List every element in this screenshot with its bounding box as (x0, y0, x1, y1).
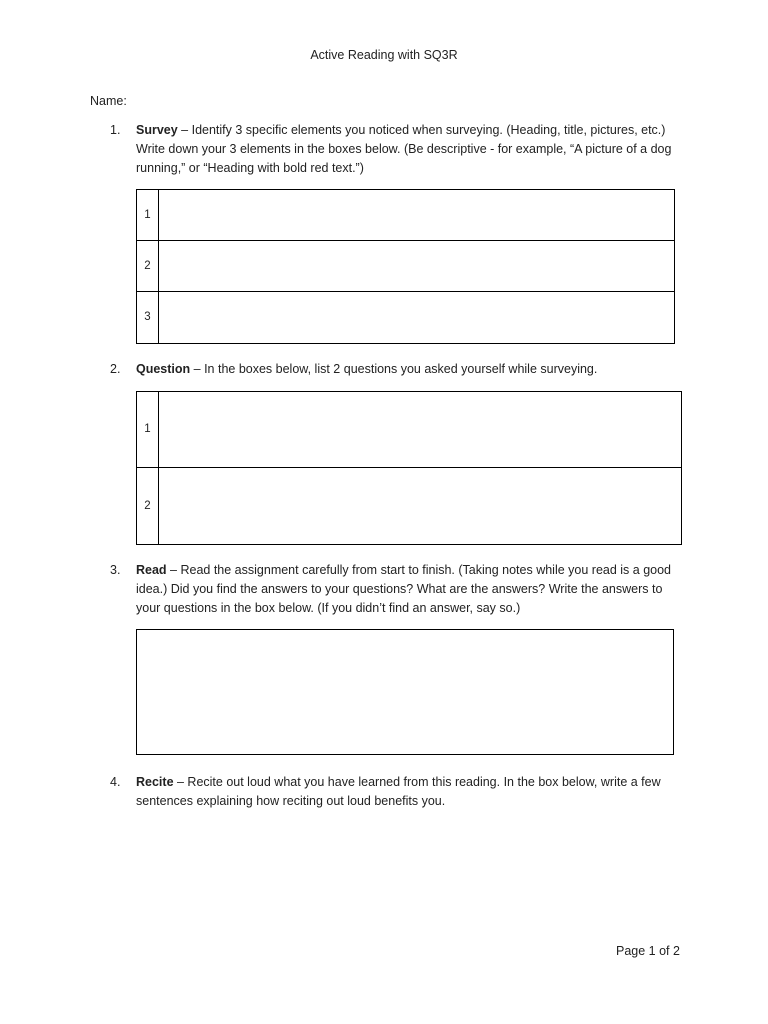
item-body: – Read the assignment carefully from start to finish. (Taking notes while you read is a good idea.) Did you find the answers to your questions? What are the answers? Write the answers to your questions in the box below. (If you didn’t find an answer, say so.) (136, 563, 672, 615)
document-title: Active Reading with SQ3R (310, 48, 458, 62)
survey-answer-2[interactable] (159, 241, 675, 292)
item-heading: Question (136, 362, 191, 376)
item-body: – Recite out loud what you have learned from this reading. In the box below, write a few sentences explaining how reciting out loud benefits you. (136, 775, 661, 808)
name-label: Name: (90, 94, 127, 108)
item-text (136, 561, 680, 618)
item-heading: Survey (136, 123, 178, 137)
survey-answer-table (136, 189, 675, 344)
page-number: Page 1 of 2 (616, 944, 680, 958)
item-text (136, 773, 680, 811)
survey-answer-1[interactable] (159, 190, 675, 241)
item-heading: Recite (136, 775, 174, 789)
question-answer-table (136, 391, 682, 545)
row-index: 3 (137, 292, 159, 344)
item-body: – In the boxes below, list 2 questions you asked yourself while surveying. (190, 362, 598, 376)
item-number: 3. (110, 563, 121, 577)
read-answer-box[interactable] (136, 629, 674, 755)
question-answer-2[interactable] (159, 468, 682, 545)
item-text (136, 360, 680, 379)
item-number: 2. (110, 362, 121, 376)
survey-answer-3[interactable] (159, 292, 675, 344)
row-index: 2 (137, 468, 159, 545)
item-number: 4. (110, 775, 121, 789)
item-heading: Read (136, 563, 167, 577)
item-body: – Identify 3 specific elements you noticed when surveying. (Heading, title, pictures, etc.) Write down your 3 elements in the boxes below. (Be descriptive - for example, “A picture of a dog running,” or “Heading with bold red text.”) (136, 123, 672, 175)
row-index: 2 (137, 241, 159, 292)
row-index: 1 (137, 392, 159, 468)
item-number: 1. (110, 123, 121, 137)
question-answer-1[interactable] (159, 392, 682, 468)
item-text (136, 121, 680, 178)
row-index: 1 (137, 190, 159, 241)
